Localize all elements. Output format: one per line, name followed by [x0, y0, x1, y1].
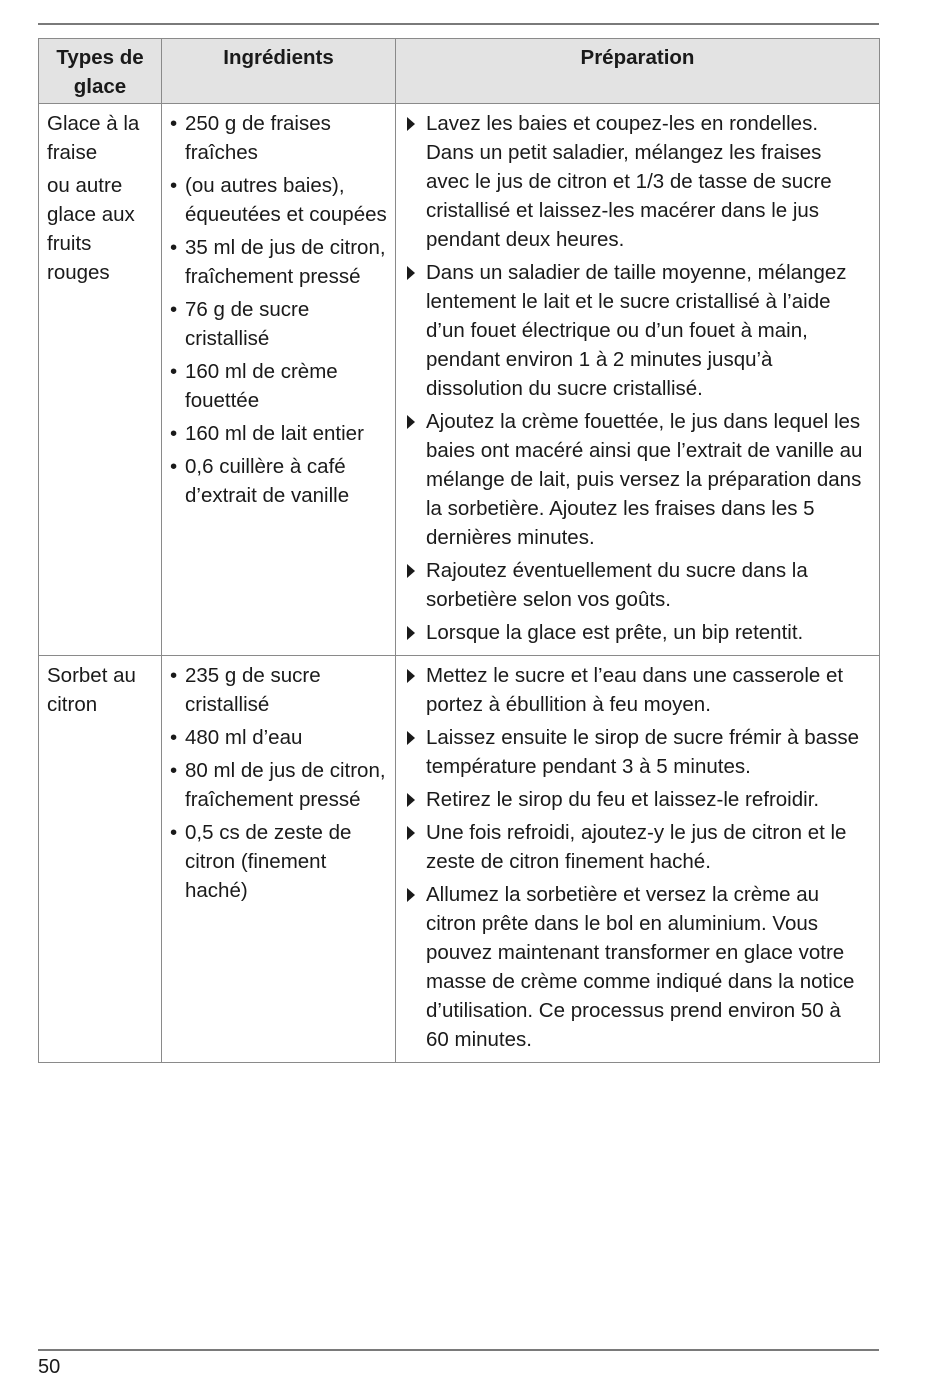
table-header-row — [39, 39, 880, 104]
step-text: Mettez le sucre et l’eau dans une casserole et portez à ébullition à feu moyen. — [426, 664, 844, 716]
step-item — [404, 407, 871, 552]
ingredient-text: 0,6 cuillère à café d’extrait de vanille — [185, 455, 350, 507]
arrow-right-icon — [407, 415, 415, 429]
bullet-icon: • — [170, 455, 178, 478]
step-text: Lorsque la glace est prête, un bip retentit. — [426, 621, 804, 644]
ingredient-text: (ou autres baies), équeutées et coupées — [185, 174, 387, 226]
ingredient-text: 235 g de sucre cristallisé — [185, 664, 321, 716]
step-item — [404, 556, 871, 614]
ingredient-list — [170, 109, 387, 510]
ingredient-item — [170, 723, 387, 752]
ingredient-text: 250 g de fraises fraîches — [185, 112, 331, 164]
header-ingredients: Ingrédients — [162, 39, 396, 104]
step-text: Dans un saladier de taille moyenne, mélangez lentement le lait et le sucre cristallisé à l’aide d’un fouet électrique ou d’un fouet à main, pendant environ 1 à 2 minutes jusqu’à dissolution du sucre cristallisé. — [426, 261, 847, 400]
step-item — [404, 880, 871, 1054]
ingredient-item — [170, 295, 387, 353]
bullet-icon: • — [170, 236, 178, 259]
bullet-icon: • — [170, 422, 178, 445]
ingredient-list — [170, 661, 387, 905]
arrow-right-icon — [407, 888, 415, 902]
bullet-icon: • — [170, 664, 178, 687]
header-types: Types de glace — [39, 39, 162, 104]
step-item — [404, 661, 871, 719]
ingredient-item — [170, 233, 387, 291]
bullet-icon: • — [170, 174, 178, 197]
step-text: Retirez le sirop du feu et laissez-le refroidir. — [426, 788, 820, 811]
bullet-icon: • — [170, 821, 178, 844]
ingredient-text: 480 ml d’eau — [185, 726, 303, 749]
step-text: Une fois refroidi, ajoutez-y le jus de citron et le zeste de citron finement haché. — [426, 821, 847, 873]
ingredient-item — [170, 171, 387, 229]
table-row — [39, 656, 880, 1063]
type-cell — [39, 656, 162, 1063]
type-name: Glace à la fraise — [47, 112, 140, 164]
preparation-cell — [396, 104, 880, 656]
ingredients-cell — [162, 104, 396, 656]
ingredient-text: 76 g de sucre cristallisé — [185, 298, 310, 350]
type-cell — [39, 104, 162, 656]
ingredient-item — [170, 109, 387, 167]
step-text: Laissez ensuite le sirop de sucre frémir à basse température pendant 3 à 5 minutes. — [426, 726, 859, 778]
bullet-icon: • — [170, 298, 178, 321]
recipe-table — [38, 38, 880, 1063]
arrow-right-icon — [407, 626, 415, 640]
arrow-right-icon — [407, 564, 415, 578]
step-item — [404, 723, 871, 781]
header-preparation: Préparation — [396, 39, 880, 104]
type-name: Sorbet au citron — [47, 664, 136, 716]
bullet-icon: • — [170, 726, 178, 749]
ingredient-text: 160 ml de lait entier — [185, 422, 364, 445]
arrow-right-icon — [407, 731, 415, 745]
ingredient-text: 80 ml de jus de citron, fraîchement pressé — [185, 759, 386, 811]
step-text: Lavez les baies et coupez-les en rondelles. Dans un petit saladier, mélangez les fraises avec le jus de citron et 1/3 de tasse de sucre cristallisé et laissez-les macérer dans le jus pendant deux heures. — [426, 112, 832, 251]
step-text: Allumez la sorbetière et versez la crème au citron prête dans le bol en aluminium. Vous pouvez maintenant transformer en glace votre masse de crème comme indiqué dans la notice d’utilisation. Ce processus prend environ 50 à 60 minutes. — [426, 883, 855, 1051]
step-text: Ajoutez la crème fouettée, le jus dans lequel les baies ont macéré ainsi que l’extrait de vanille au mélange de lait, puis versez la préparation dans la sorbetière. Ajoutez les fraises dans les 5 dernières minutes. — [426, 410, 863, 549]
arrow-right-icon — [407, 826, 415, 840]
type-name-alt: ou autre glace aux fruits rouges — [47, 174, 135, 284]
step-list — [404, 109, 871, 647]
bullet-icon: • — [170, 112, 178, 135]
ingredient-text: 35 ml de jus de citron, fraîchement pressé — [185, 236, 386, 288]
arrow-right-icon — [407, 793, 415, 807]
ingredient-item — [170, 419, 387, 448]
step-item — [404, 818, 871, 876]
bullet-icon: • — [170, 759, 178, 782]
arrow-right-icon — [407, 117, 415, 131]
step-item — [404, 618, 871, 647]
table-row — [39, 104, 880, 656]
ingredient-item — [170, 818, 387, 905]
ingredient-item — [170, 452, 387, 510]
ingredient-text: 160 ml de crème fouettée — [185, 360, 338, 412]
ingredient-item — [170, 756, 387, 814]
ingredient-text: 0,5 cs de zeste de citron (finement haché) — [185, 821, 352, 902]
preparation-cell — [396, 656, 880, 1063]
ingredients-cell — [162, 656, 396, 1063]
page-number: 50 — [38, 1356, 61, 1378]
step-item — [404, 258, 871, 403]
bottom-rule — [38, 1349, 879, 1351]
ingredient-item — [170, 661, 387, 719]
bullet-icon: • — [170, 360, 178, 383]
arrow-right-icon — [407, 266, 415, 280]
step-text: Rajoutez éventuellement du sucre dans la sorbetière selon vos goûts. — [426, 559, 808, 611]
arrow-right-icon — [407, 669, 415, 683]
step-item — [404, 785, 871, 814]
ingredient-item — [170, 357, 387, 415]
step-list — [404, 661, 871, 1054]
top-rule — [38, 23, 879, 25]
step-item — [404, 109, 871, 254]
